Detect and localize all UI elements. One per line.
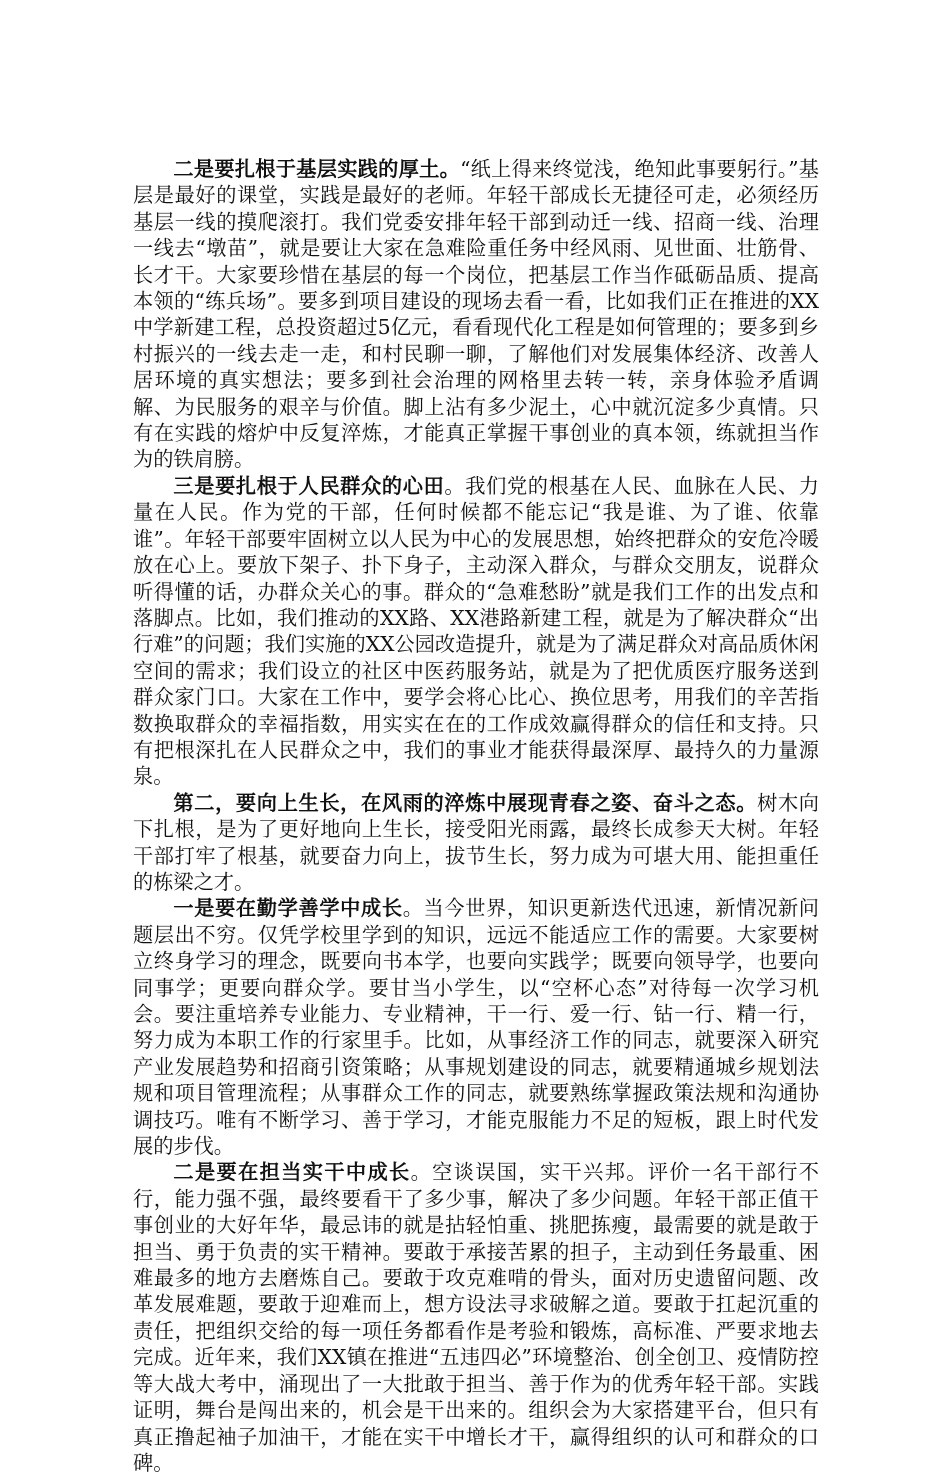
paragraph-text: 。我们党的根基在人民、血脉在人民、力量在人民。作为党的干部，任何时候都不能忘记“我是谁、为了谁、依靠谁”。年轻干部要牢固树立以人民为中心的发展思想，始终把群众的安危冷暖放在心上。要放下架子、扑下身子，主动深入群众，与群众交朋友，说群众听得懂的话，办群众关心的事。群众的“急难愁盼”就是我们工作的出发点和落脚点。比如，我们推动的XX路、XX港路新建工程，就是为了解决群众“出行难”的问题；我们实施的XX公园改造提升，就是为了满足群众对高品质休闲空间的需求；我们设立的社区中医药服务站，就是为了把优质医疗服务送到群众家门口。大家在工作中，要学会将心比心、换位思考，用我们的辛苦指数换取群众的幸福指数，用实实在在的工作成效赢得群众的信任和支持。只有把根深扎在人民群众之中，我们的事业才能获得最深厚、最持久的力量源泉。	[133, 473, 819, 789]
paragraph-heading: 一是要在勤学善学中成长	[173, 896, 403, 921]
paragraph-heading: 二是要在担当实干中成长	[173, 1160, 411, 1185]
document-body	[133, 156, 819, 1476]
paragraph-text: 。当今世界，知识更新迭代迅速，新情况新问题层出不穷。仅凭学校里学到的知识，远远不能适应工作的需要。大家要树立终身学习的理念，既要向书本学，也要向实践学；既要向领导学，也要向同事学；更要向群众学。要甘当小学生，以“空杯心态”对待每一次学习机会。要注重培养专业能力、专业精神，干一行、爱一行、钻一行、精一行，努力成为本职工作的行家里手。比如，从事经济工作的同志，就要深入研究产业发展趋势和招商引资策略；从事规划建设的同志，就要精通城乡规划法规和项目管理流程；从事群众工作的同志，就要熟练掌握政策法规和沟通协调技巧。唯有不断学习、善于学习，才能克服能力不足的短板，跟上时代发展的步伐。	[133, 896, 819, 1159]
paragraph-grow-upward	[133, 790, 819, 896]
paragraph-learning	[133, 895, 819, 1159]
paragraph-people-roots	[133, 473, 819, 790]
paragraph-text: 树木向下扎根，是为了更好地向上生长，接受阳光雨露，最终长成参天大树。年轻干部打牢了根基，就要奋力向上，拔节生长，努力成为可堪大用、能担重任的栋梁之才。	[133, 790, 819, 894]
paragraph-heading: 三是要扎根于人民群众的心田	[173, 473, 445, 498]
paragraph-text: “纸上得来终觉浅，绝知此事要躬行。”基层是最好的课堂，实践是最好的老师。年轻干部成长无捷径可走，必须经历基层一线的摸爬滚打。我们党委安排年轻干部到动迁一线、招商一线、治理一线去“墩苗”，就是要让大家在急难险重任务中经风雨、见世面、壮筋骨、长才干。大家要珍惜在基层的每一个岗位，把基层工作当作砥砺品质、提高本领的“练兵场”。要多到项目建设的现场去看一看，比如我们正在推进的XX中学新建工程，总投资超过5亿元，看看现代化工程是如何管理的；要多到乡村振兴的一线去走一走，和村民聊一聊，了解他们对发展集体经济、改善人居环境的真实想法；要多到社会治理的网格里去转一转，亲身体验矛盾调解、为民服务的艰辛与价值。脚上沾有多少泥土，心中就沉淀多少真情。只有在实践的熔炉中反复淬炼，才能真正掌握干事创业的真本领，练就担当作为的铁肩膀。	[133, 157, 819, 472]
paragraph-text: 。空谈误国，实干兴邦。评价一名干部行不行，能力强不强，最终要看干了多少事，解决了多少问题。年轻干部正值干事创业的大好年华，最忌讳的就是拈轻怕重、挑肥拣瘦，最需要的就是敢于担当、勇于负责的实干精神。要敢于承接苦累的担子，主动到任务最重、困难最多的地方去磨炼自己。要敢于攻克难啃的骨头，面对历史遗留问题、改革发展难题，要敢于迎难而上，想方设法寻求破解之道。要敢于扛起沉重的责任，把组织交给的每一项任务都看作是考验和锻炼，高标准、严要求地去完成。近年来，我们XX镇在推进“五违四必”环境整治、创全创卫、疫情防控等大战大考中，涌现出了一大批敢于担当、善于作为的优秀年轻干部。实践证明，舞台是闯出来的，机会是干出来的。组织会为大家搭建平台，但只有真正撸起袖子加油干，才能在实干中增长才干，赢得组织的认可和群众的口碑。	[133, 1160, 819, 1475]
paragraph-heading: 第二，要向上生长，在风雨的淬炼中展现青春之姿、奋斗之态。	[173, 790, 758, 815]
paragraph-heading: 二是要扎根于基层实践的厚土。	[173, 157, 461, 181]
paragraph-practical-work	[133, 1159, 819, 1476]
paragraph-grassroots-practice	[133, 156, 819, 473]
